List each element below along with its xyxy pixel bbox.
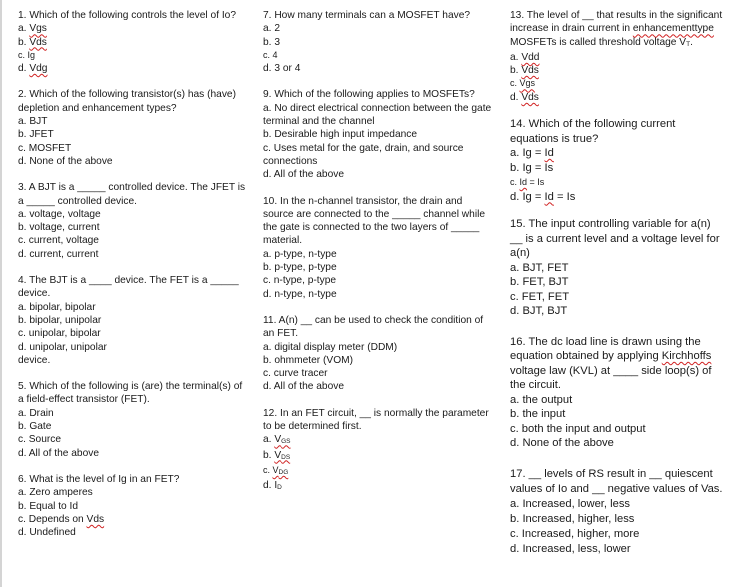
option-a[interactable]: a. Vdd (510, 51, 540, 63)
option-b[interactable]: b. ohmmeter (VOM) (263, 354, 354, 366)
spellcheck-word: enhancementtype (632, 23, 714, 35)
question-1 (18, 9, 248, 75)
question-17 (510, 467, 725, 557)
option-d[interactable]: d. Undefined (18, 527, 76, 539)
option-a[interactable]: a. $V_{GS}$ (263, 434, 291, 446)
spellcheck-word: $V_{DS}$ (274, 449, 291, 461)
spellcheck-word: $V_{GS}$ (274, 434, 291, 446)
option-c[interactable]: c. FET, FET (510, 290, 570, 303)
question-15 (510, 217, 725, 319)
question-text: 14. Which of the following current equations is true? (510, 118, 676, 145)
option-b[interactable]: b. 3 (263, 36, 280, 48)
spellcheck-word: Vds (86, 513, 105, 525)
spellcheck-word: $V_{DG}$ (272, 464, 289, 476)
option-b[interactable]: b. bipolar, unipolar (18, 314, 102, 326)
spellcheck-word: Id (519, 177, 528, 188)
option-d[interactable]: d. All of the above (18, 447, 99, 459)
question-text: 5. Which of the following is (are) the terminal(s) of a field-effect transistor (FET). (18, 381, 243, 406)
option-a[interactable]: a. p-type, n-type (263, 248, 337, 260)
option-d[interactable]: d. All of the above (263, 381, 344, 393)
option-b[interactable]: b. Increased, higher, less (510, 512, 635, 525)
option-a[interactable]: a. Increased, lower, less (510, 497, 631, 510)
column-2 (263, 9, 493, 495)
trailing-text: device. (18, 354, 51, 366)
option-b[interactable]: b. JFET (18, 129, 54, 141)
option-a[interactable]: a. BJT, FET (510, 261, 569, 274)
option-d[interactable]: d. Ig = Id = Is (510, 190, 576, 203)
option-b[interactable]: b. FET, BJT (510, 276, 569, 289)
spellcheck-word: Kirchhoffs (661, 350, 712, 363)
option-a[interactable]: a. Drain (18, 407, 54, 419)
spellcheck-word: Id (544, 147, 554, 160)
spellcheck-word: Vds (29, 36, 47, 48)
spellcheck-word: Vds (521, 65, 539, 77)
option-c[interactable]: c. Uses metal for the gate, drain, and source connections (263, 142, 464, 167)
option-d[interactable]: d. current, current (18, 248, 99, 260)
question-text: 11. A(n) __ can be used to check the condition of an FET. (263, 314, 484, 340)
option-d[interactable]: d. unipolar, unipolar (18, 341, 107, 353)
column-1 (18, 9, 248, 539)
question-10 (263, 195, 493, 301)
option-c[interactable]: c. current, voltage (18, 235, 99, 247)
option-d[interactable]: d. 3 or 4 (263, 63, 301, 75)
option-a[interactable]: a. the output (510, 393, 573, 406)
question-text: 12. In an FET circuit, __ is normally the parameter to be determined first. (263, 407, 489, 433)
question-7 (263, 9, 493, 75)
option-a[interactable]: a. No direct electrical connection between the gate terminal and the channel (263, 102, 492, 128)
question-4 (18, 274, 248, 367)
question-text: 9. Which of the following applies to MOSFETs? (263, 89, 475, 101)
option-c[interactable]: c. both the input and output (510, 422, 646, 435)
question-14 (510, 117, 725, 204)
option-b[interactable]: b. Vds (510, 65, 539, 77)
option-a[interactable]: a. BJT (18, 116, 48, 128)
question-text: 4. The BJT is a ____ device. The FET is a _____ device. (18, 275, 239, 300)
option-a[interactable]: a. bipolar, bipolar (18, 301, 96, 313)
option-c[interactable]: c. Id = Is (510, 177, 545, 188)
option-c[interactable]: c. MOSFET (18, 142, 72, 154)
option-a[interactable]: a. Zero amperes (18, 487, 93, 499)
question-text: 6. What is the level of Ig in an FET? (18, 473, 180, 485)
question-text: 7. How many terminals can a MOSFET have? (263, 10, 471, 21)
question-text: 15. The input controlling variable for a(n) __ is a current level and a voltage level for a(n) (510, 218, 720, 260)
option-b[interactable]: b. $V_{DS}$ (263, 449, 291, 461)
question-text: 3. A BJT is a _____ controlled device. The JFET is a _____ controlled device. (18, 182, 246, 207)
option-c[interactable]: c. n-type, p-type (263, 275, 337, 287)
option-d[interactable]: d. Vds (510, 91, 539, 103)
spellcheck-word: Id (544, 190, 554, 203)
spellcheck-word: Vds (521, 91, 539, 103)
question-2 (18, 88, 248, 168)
spellcheck-word: Vgs (29, 23, 47, 35)
question-text: 10. In the n-channel transistor, the drain and source are connected to the _____ channel while the gate is connected to the two layers of _____ material. (263, 195, 486, 247)
spellcheck-word: Vgs (519, 78, 536, 89)
option-b[interactable]: b. Ig = Is (510, 161, 554, 174)
question-11 (263, 314, 493, 394)
question-text: 2. Which of the following transistor(s) has (have) depletion and enhancement types? (18, 89, 236, 114)
option-b[interactable]: b. voltage, current (18, 222, 100, 234)
question-9 (263, 88, 493, 181)
option-b[interactable]: b. Desirable high input impedance (263, 129, 418, 141)
option-d[interactable]: d. All of the above (263, 169, 344, 181)
option-d[interactable]: d. $I_D$ (263, 480, 282, 492)
column-3 (510, 9, 725, 557)
question-text: 17. __ levels of RS result in __ quiescent values of Io and __ negative values of Vas. (510, 467, 723, 495)
option-c[interactable]: c. Ig (18, 49, 36, 60)
question-text: 13. The level of __ that results in the significant increase in drain current in enhancementtype MOSFETs is called threshold voltage $V_T$. (510, 10, 723, 48)
option-d[interactable]: d. Vdg (18, 63, 48, 75)
question-6 (18, 473, 248, 539)
question-3 (18, 181, 248, 261)
option-d[interactable]: d. Increased, less, lower (510, 542, 631, 555)
option-b[interactable]: b. Vds (18, 36, 47, 48)
question-text: 1. Which of the following controls the level of Io? (18, 10, 237, 21)
question-12 (263, 407, 493, 495)
option-a[interactable]: a. digital display meter (DDM) (263, 341, 398, 353)
option-d[interactable]: d. None of the above (18, 155, 113, 167)
option-d[interactable]: d. None of the above (510, 437, 614, 450)
option-c[interactable]: c. Source (18, 434, 62, 446)
option-a[interactable]: a. voltage, voltage (18, 208, 101, 220)
option-b[interactable]: b. Equal to Id (18, 500, 79, 512)
spellcheck-word: Vdd (521, 51, 540, 63)
page-left-border (0, 0, 2, 587)
question-text: 16. The dc load line is drawn using the equation obtained by applying Kirchhoffs voltage law (KVL) at ____ side loop(s) of the circuit. (510, 335, 712, 392)
option-b[interactable]: b. Gate (18, 421, 52, 433)
option-a[interactable]: a. 2 (263, 23, 280, 35)
question-13 (510, 9, 725, 104)
spellcheck-word: Vdg (29, 63, 48, 75)
option-a[interactable]: a. Vgs (18, 23, 47, 35)
option-c[interactable]: c. Vgs (510, 78, 536, 89)
option-a[interactable]: a. Ig = Id (510, 147, 554, 160)
question-5 (18, 380, 248, 460)
option-d[interactable]: d. n-type, n-type (263, 288, 337, 300)
option-b[interactable]: b. the input (510, 408, 566, 421)
option-d[interactable]: d. BJT, BJT (510, 305, 568, 318)
question-16 (510, 335, 725, 451)
option-c[interactable]: c. 4 (263, 49, 278, 60)
option-c[interactable]: c. curve tracer (263, 368, 328, 380)
option-b[interactable]: b. p-type, p-type (263, 262, 337, 274)
option-c[interactable]: c. Increased, higher, more (510, 527, 640, 540)
option-c[interactable]: c. $V_{DG}$ (263, 464, 289, 476)
option-c[interactable]: c. Depends on Vds (18, 513, 105, 525)
option-c[interactable]: c. unipolar, bipolar (18, 328, 101, 340)
